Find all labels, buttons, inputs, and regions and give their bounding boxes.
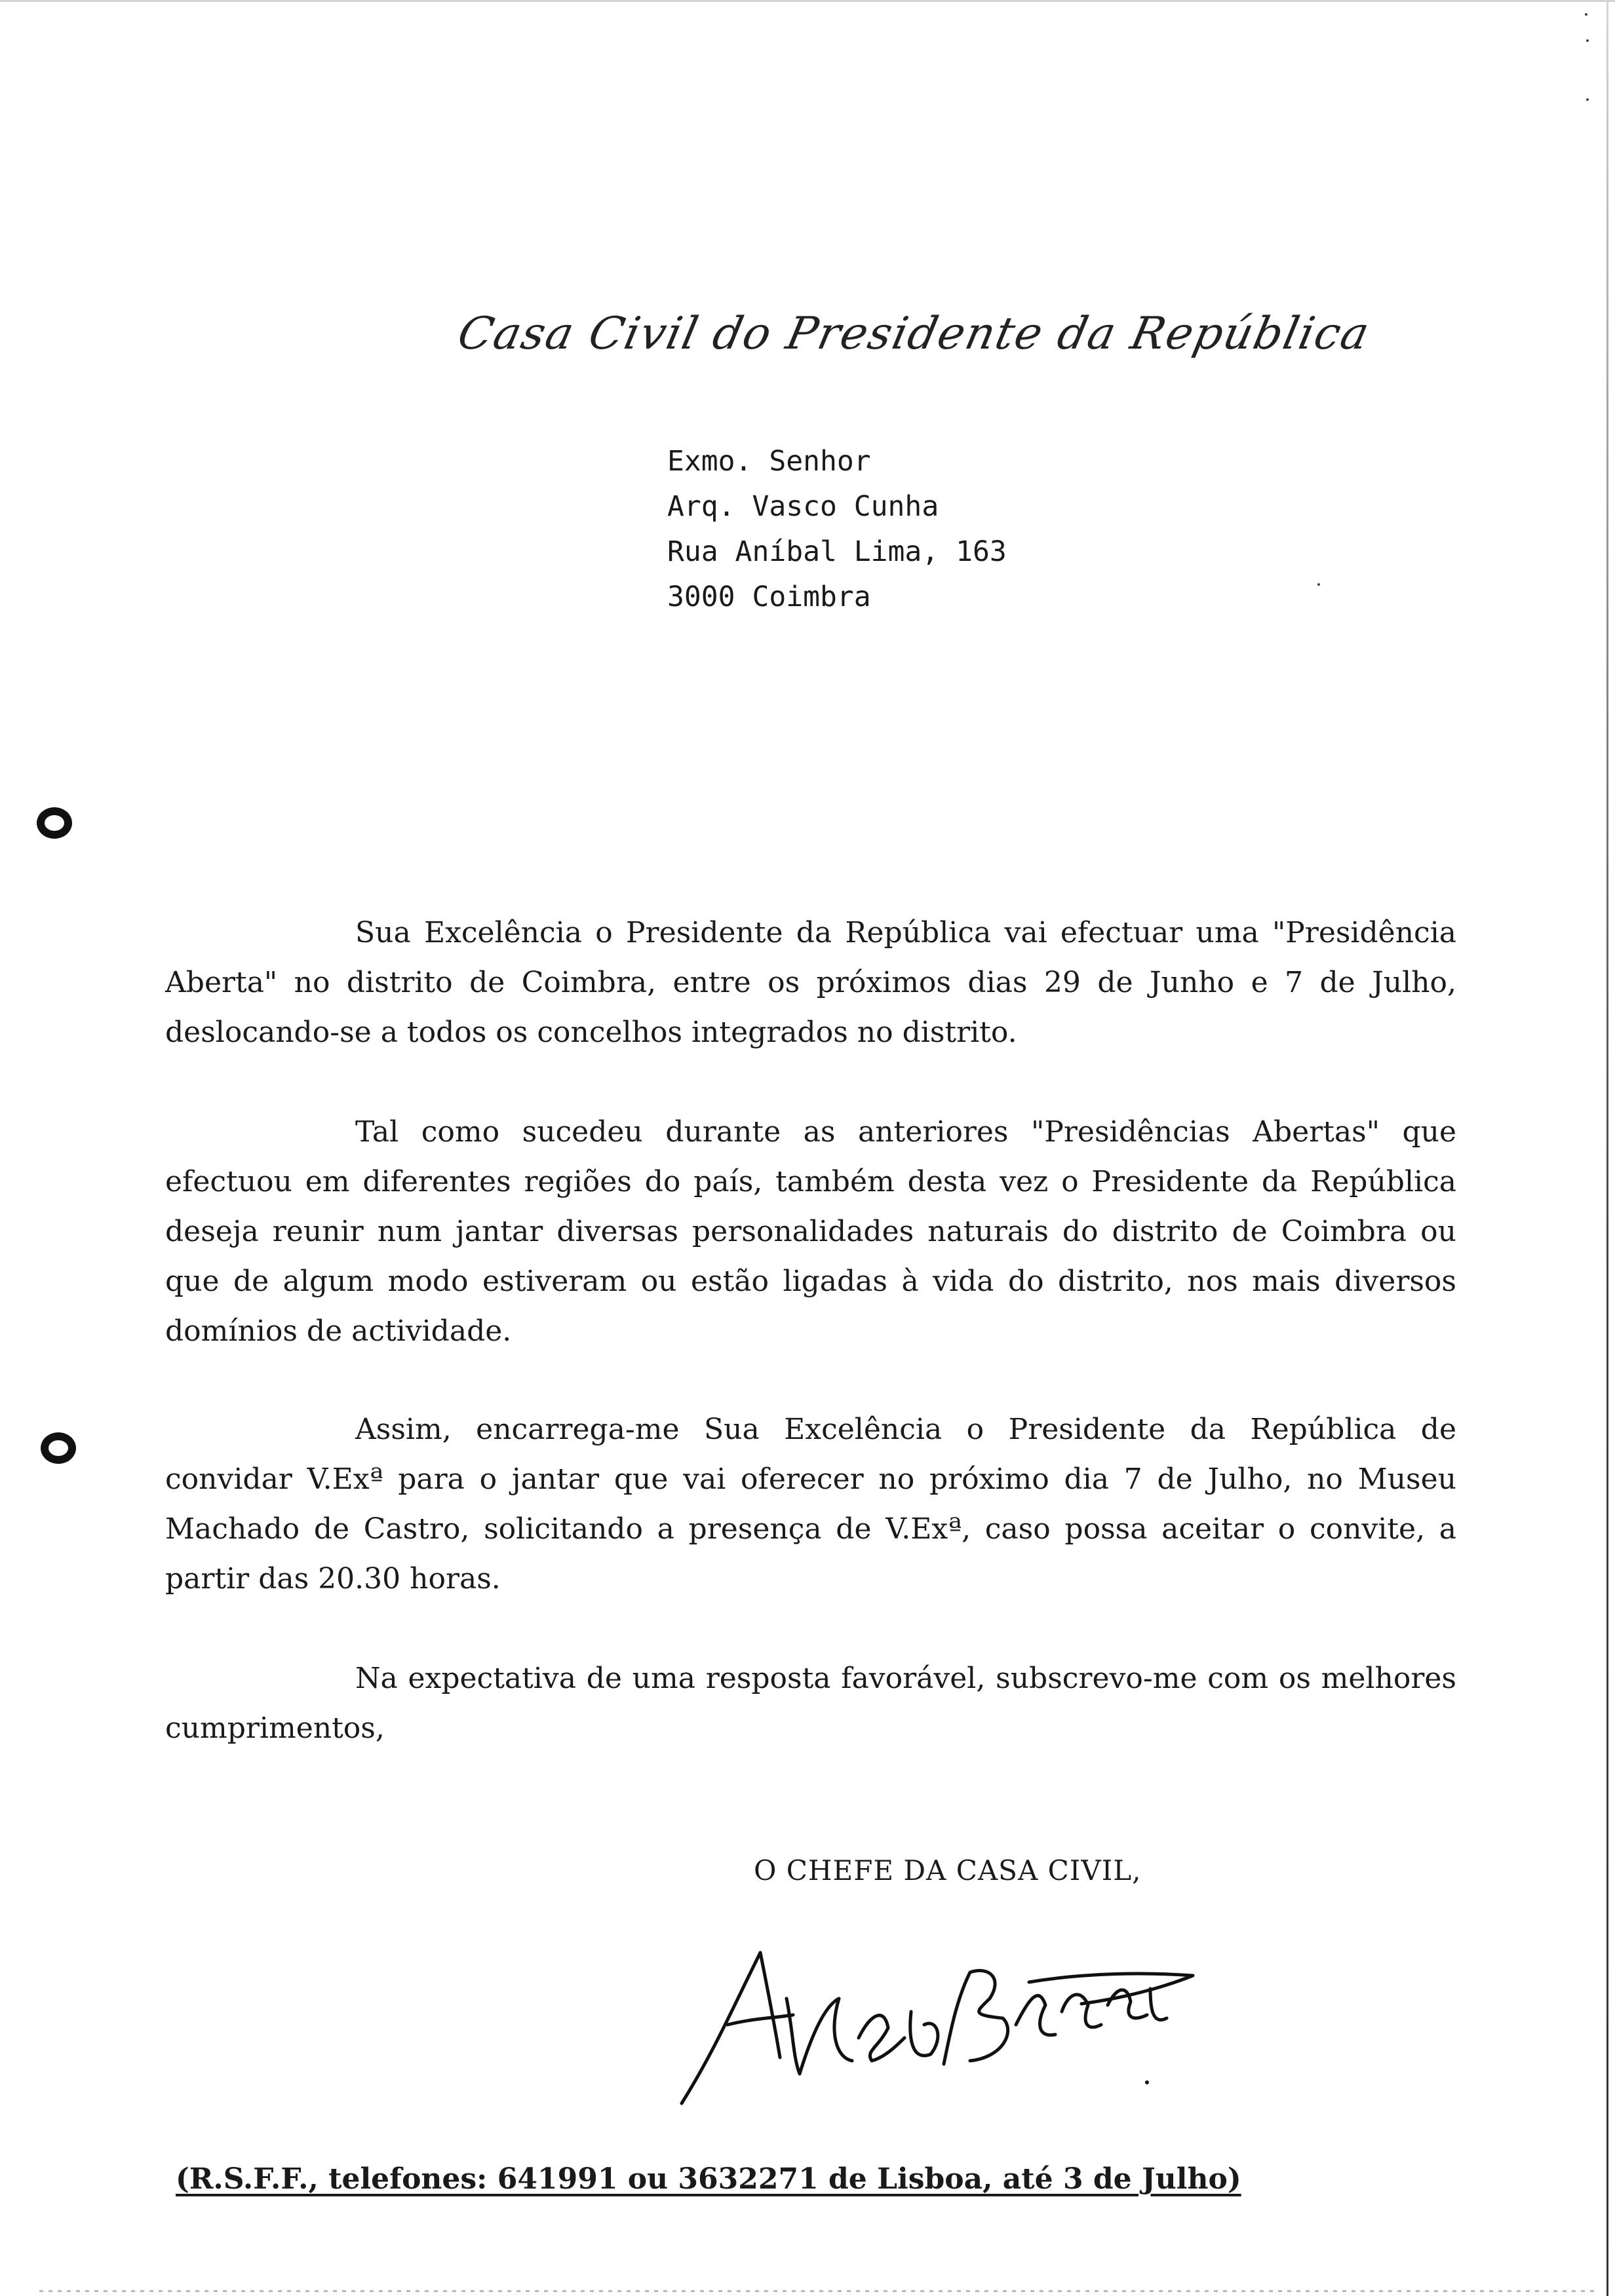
recipient-address [667,439,1007,620]
body-paragraph-4 [165,1654,1456,1753]
body-paragraph-3 [165,1405,1456,1604]
body-paragraph-3-text: Assim, encarrega-me Sua Excelência o Presidente da República de convidar V.Exª para o jantar que vai oferecer no próximo dia 7 de Julho, no Museu Machado de Castro, solicitando a presença de V.Exª, caso possa aceitar o convite, a partir das 20.30 horas. [165,1413,1456,1596]
body-paragraph-1 [165,908,1456,1058]
recipient-street: Rua Aníbal Lima, 163 [667,535,1007,568]
body-paragraph-4-text: Na expectativa de uma resposta favorável, subscrevo-me com os melhores cumprimentos, [165,1662,1456,1745]
page-bottom-edge [39,2290,1599,2292]
scan-speck [1586,39,1589,42]
signatory-title: O CHEFE DA CASA CIVIL, [754,1854,1142,1886]
recipient-name: Arq. Vasco Cunha [667,490,939,523]
punch-hole-bottom [41,1432,76,1464]
recipient-salutation: Exmo. Senhor [667,445,871,478]
page-top-edge [0,0,1615,2]
scan-speck [1585,13,1587,16]
body-paragraph-1-text: Sua Excelência o Presidente da República vai efectuar uma "Presidência Aberta" no distrito de Coimbra, entre os próximos dias 29 de Junho e 7 de Julho, deslocando-se a todos os concelhos integrados no distrito. [165,916,1456,1049]
punch-hole-top [37,807,72,839]
scan-speck [1586,98,1589,101]
footer-note: (R.S.F.F., telefones: 641991 ou 3632271 de Lisboa, até 3 de Julho) [176,2162,1241,2196]
signature [662,1926,1199,2116]
scan-speck [1317,583,1320,586]
body-paragraph-2-text: Tal como sucedeu durante as anteriores "Presidências Abertas" que efectuou em diferentes regiões do país, também desta vez o Presidente da República deseja reunir num jantar diversas personalidades naturais do distrito de Coimbra ou que de algum modo estiveram ou estão ligadas à vida do distrito, nos mais diversos domínios de actividade. [165,1115,1456,1348]
page-scan-edge [1606,0,1608,2296]
recipient-city: 3000 Coimbra [667,581,871,613]
letterhead-title: Casa Civil do Presidente da República [453,308,1375,360]
body-paragraph-2 [165,1107,1456,1356]
